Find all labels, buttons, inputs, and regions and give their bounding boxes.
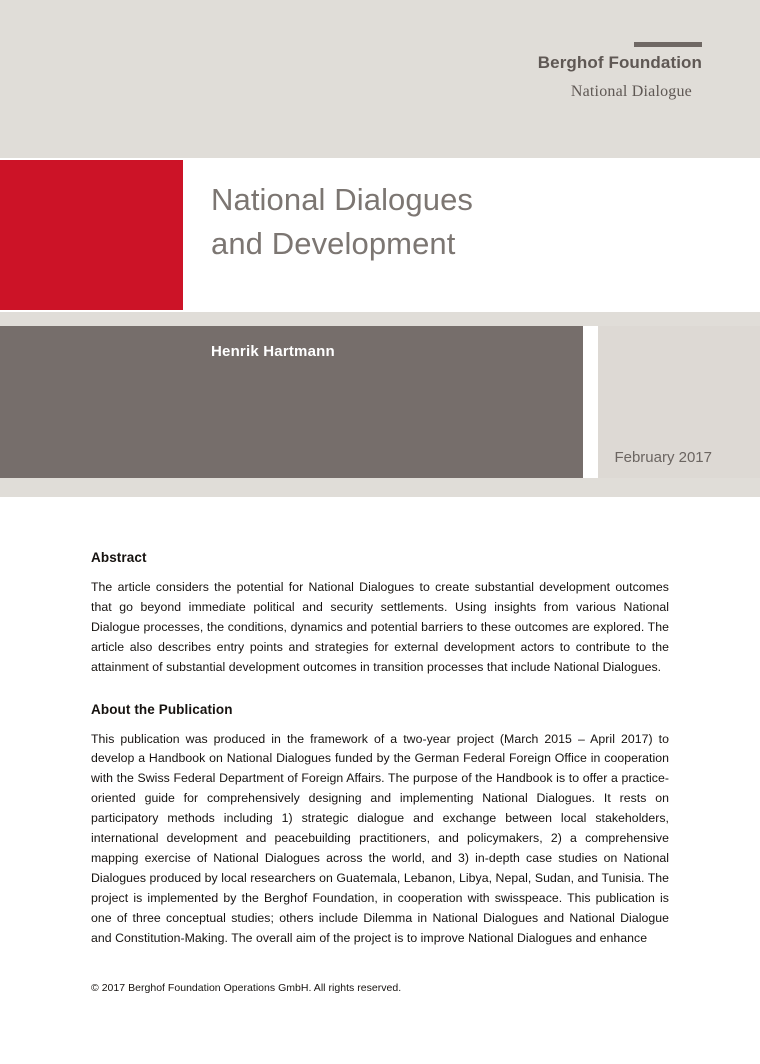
logo-organisation-name: Berghof Foundation [537,53,702,72]
document-body [91,550,669,973]
title-line-2: and Development [211,226,456,262]
title-panel [198,158,760,312]
logo-programme-name: National Dialogue [570,82,692,100]
title-line-1: National Dialogues [211,182,474,217]
date-box [598,326,760,478]
section-abstract [91,550,669,678]
copyright-notice: © 2017 Berghof Foundation Operations GmbH. All rights reserved. [91,982,402,994]
about-publication-text: This publication was produced in the framework of a two-year project (March 2015 – April 2017) to develop a Handbook on National Dialogues funded by the German Federal Foreign Office in cooperation with the Swiss Federal Department of Foreign Affairs. The purpose of the Handbook is to offer a practice-oriented guide for comprehensively designing and implementing National Dialogues. It rests on participatory methods including 1) strategic dialogue and exchange between local stakeholders, international development and peacebuilding practitioners, and policymakers, 2) a comprehensive mapping exercise of National Dialogues across the world, and 3) in-depth case studies on National Dialogues produced by local researchers on Guatemala, Lebanon, Libya, Nepal, Sudan, and Tunisia. The project is implemented by the Berghof Foundation, in cooperation with swisspeace. This publication is one of three conceptual studies; others include Dilemma in National Dialogues and National Dialogue and Constitution-Making. The overall aim of the project is to improve National Dialogues and enhance [91,731,669,945]
cover-banner [0,0,760,497]
red-accent-block [0,160,183,310]
abstract-heading: Abstract [91,550,147,565]
publication-date: February 2017 [614,449,712,466]
about-publication-heading: About the Publication [91,701,233,717]
author-name: Henrik Hartmann [211,343,335,360]
cover-header-bar [0,0,760,158]
berghof-logo [402,42,702,101]
publication-title [211,178,473,266]
author-band [0,326,583,478]
section-about-the-publication [91,702,669,949]
horizontal-rule-icon [634,42,702,47]
cover-divider-strip [0,312,760,326]
cover-footer-strip [0,478,760,497]
abstract-text: The article considers the potential for National Dialogues to create substantial development outcomes that go beyond immediate political and security settlements. Using insights from various National Dialogue processes, the conditions, dynamics and potential barriers to these outcomes are explored. The article also describes entry points and strategies for external development actors to contribute to the attainment of substantial development outcomes in transition processes that include National Dialogues. [91,580,669,674]
